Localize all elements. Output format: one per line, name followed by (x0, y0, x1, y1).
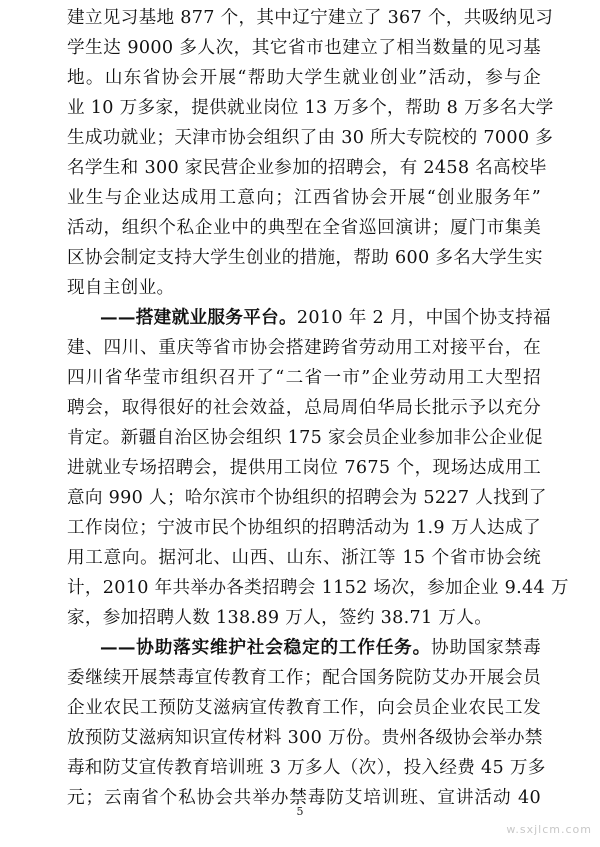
paragraph-line: 毒和防艾宣传教育培训班 3 万多人（次），投入经费 45 万多 (67, 758, 546, 778)
section-heading: ——协助落实维护社会稳定的工作任务。 (100, 637, 431, 658)
watermark: w.sxjlcm.com (506, 823, 592, 836)
section-first-line (100, 303, 551, 333)
section-first-line (100, 633, 541, 663)
paragraph-line: 肯定。新疆自治区协会组织 175 家会员企业参加非公企业促 (67, 428, 543, 448)
paragraph-line: 生成功就业；天津市协会组织了由 30 所大专院校的 7000 多 (67, 128, 554, 148)
paragraph-line: 进就业专场招聘会，提供用工岗位 7675 个，现场达成用工 (67, 458, 541, 478)
paragraph-line: 建、四川、重庆等省市协会搭建跨省劳动用工对接平台，在 (67, 338, 541, 358)
paragraph-line: 聘会，取得很好的社会效益，总局周伯华局长批示予以充分 (67, 398, 541, 418)
paragraph-line: 委继续开展禁毒宣传教育工作；配合国务院防艾办开展会员 (67, 668, 541, 688)
paragraph-line: 放预防艾滋病知识宣传材料 300 万份。贵州各级协会举办禁 (67, 728, 543, 748)
paragraph-line: 地。山东省协会开展“帮助大学生就业创业”活动，参与企 (67, 68, 541, 88)
paragraph-line: 意向 990 人；哈尔滨市个协组织的招聘会为 5227 人找到了 (67, 488, 547, 508)
section-heading: ——搭建就业服务平台。 (100, 307, 297, 328)
paragraph-line: 四川省华莹市组织召开了“二省一市”企业劳动用工大型招 (67, 368, 541, 388)
section-first-line-text: 协助国家禁毒 (431, 638, 541, 658)
paragraph-line: 现自主创业。 (67, 278, 175, 298)
paragraph-line: 名学生和 300 家民营企业参加的招聘会，有 2458 名高校毕 (67, 158, 547, 178)
paragraph-line: 计，2010 年共举办各类招聘会 1152 场次，参加企业 9.44 万 (67, 578, 569, 598)
section-first-line-text: 2010 年 2 月，中国个协支持福 (296, 308, 551, 328)
paragraph-line: 元；云南省个私协会共举办禁毒防艾培训班、宣讲活动 40 (67, 788, 541, 808)
paragraph-line: 活动，组织个私企业中的典型在全省巡回演讲；厦门市集美 (67, 218, 541, 238)
page-number: 5 (296, 805, 304, 818)
paragraph-line: 学生达 9000 多人次，其它省市也建立了相当数量的见习基 (67, 38, 541, 58)
paragraph-line: 区协会制定支持大学生创业的措施，帮助 600 多名大学生实 (67, 248, 543, 268)
paragraph-line: 建立见习基地 877 个，其中辽宁建立了 367 个，共吸纳见习 (67, 8, 554, 28)
paragraph-line: 用工意向。据河北、山西、山东、浙江等 15 个省市协会统 (67, 548, 541, 568)
paragraph-line: 业生与企业达成用工意向；江西省协会开展“创业服务年” (67, 188, 541, 208)
paragraph-line: 业 10 万多家，提供就业岗位 13 万多个，帮助 8 万多名大学 (67, 98, 554, 118)
paragraph-line: 家，参加招聘人数 138.89 万人，签约 38.71 万人。 (67, 608, 493, 628)
paragraph-line: 工作岗位；宁波市民个协组织的招聘活动为 1.9 万人达成了 (67, 518, 541, 538)
paragraph-line: 企业农民工预防艾滋病宣传教育工作，向会员企业农民工发 (67, 698, 541, 718)
